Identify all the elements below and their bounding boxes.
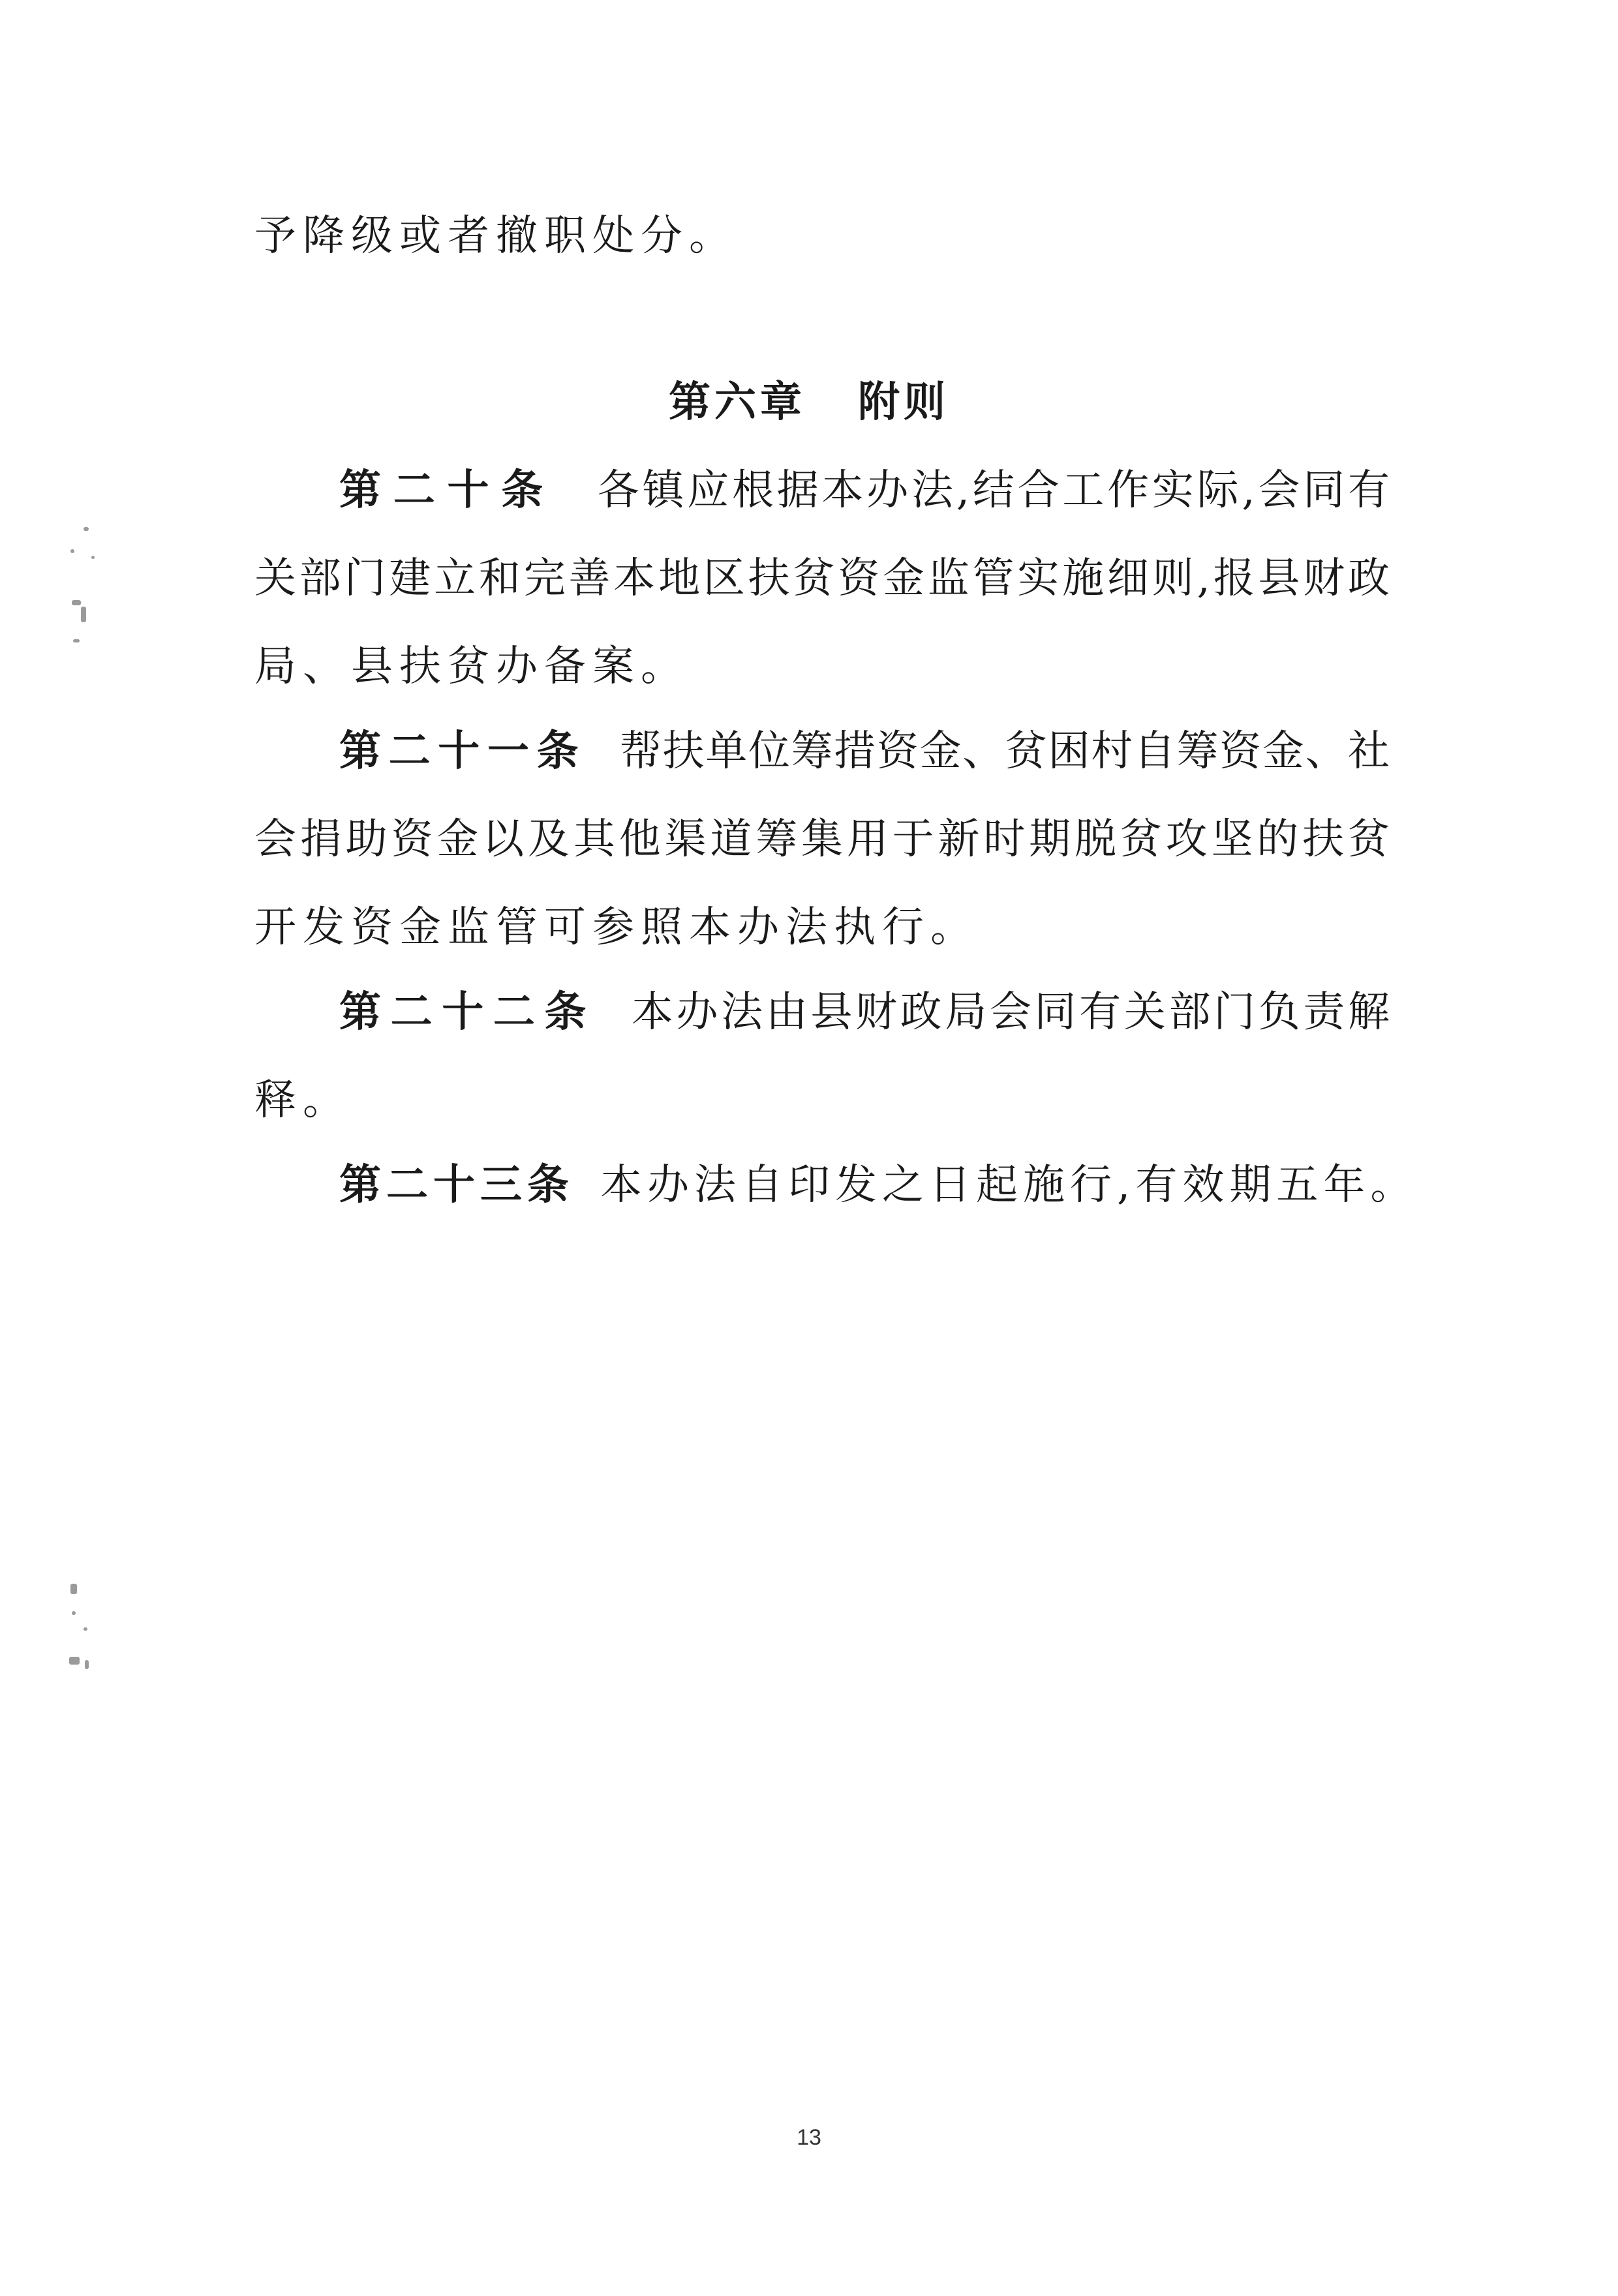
scan-speck <box>73 639 80 642</box>
scan-speck <box>72 1611 76 1615</box>
scan-speck <box>84 527 89 531</box>
article-22-text-1: 本办法由县财政局会同有关部门负责解 <box>628 988 1390 1036</box>
article-21-text-3: 开发资金监管可参照本办法执行。 <box>254 903 979 952</box>
scan-speck <box>81 607 86 622</box>
scan-speck <box>91 556 95 559</box>
article-20-line-1 <box>339 466 1390 515</box>
chapter-title: 附则 <box>858 378 949 427</box>
article-21-text-1: 帮扶单位筹措资金、贫困村自筹资金、社 <box>618 727 1390 776</box>
scan-speck <box>69 1657 80 1665</box>
article-22-text-2: 释。 <box>254 1076 351 1125</box>
article-20-text-1: 各镇应根据本办法,结合工作实际,会同有 <box>594 466 1390 515</box>
scan-speck <box>84 1627 87 1631</box>
article-23-line-1 <box>339 1160 1418 1209</box>
chapter-number: 第六章 <box>669 378 806 427</box>
scan-speck <box>70 1584 77 1594</box>
article-21-label: 第二十一条 <box>339 727 587 776</box>
article-22-line-1 <box>339 988 1390 1036</box>
article-20-text-3: 局、县扶贫办备案。 <box>254 642 689 691</box>
article-23-text-1: 本办法自印发之日起施行,有效期五年。 <box>600 1161 1418 1209</box>
article-21-text-2: 会捐助资金以及其他渠道筹集用于新时期脱贫攻坚的扶贫 <box>254 815 1390 864</box>
article-21-line-1 <box>339 727 1390 776</box>
scan-speck <box>85 1660 89 1669</box>
article-20-text-2: 关部门建立和完善本地区扶贫资金监管实施细则,报县财政 <box>254 554 1390 603</box>
article-22-label: 第二十二条 <box>339 988 596 1036</box>
article-20-label: 第二十条 <box>339 466 556 515</box>
continuation-text: 予降级或者撤职处分。 <box>254 212 737 260</box>
article-23-label: 第二十三条 <box>339 1160 574 1209</box>
page-number: 13 <box>797 2125 821 2150</box>
scan-speck <box>72 600 81 605</box>
chapter-heading <box>0 378 1618 427</box>
scan-speck <box>70 549 74 553</box>
